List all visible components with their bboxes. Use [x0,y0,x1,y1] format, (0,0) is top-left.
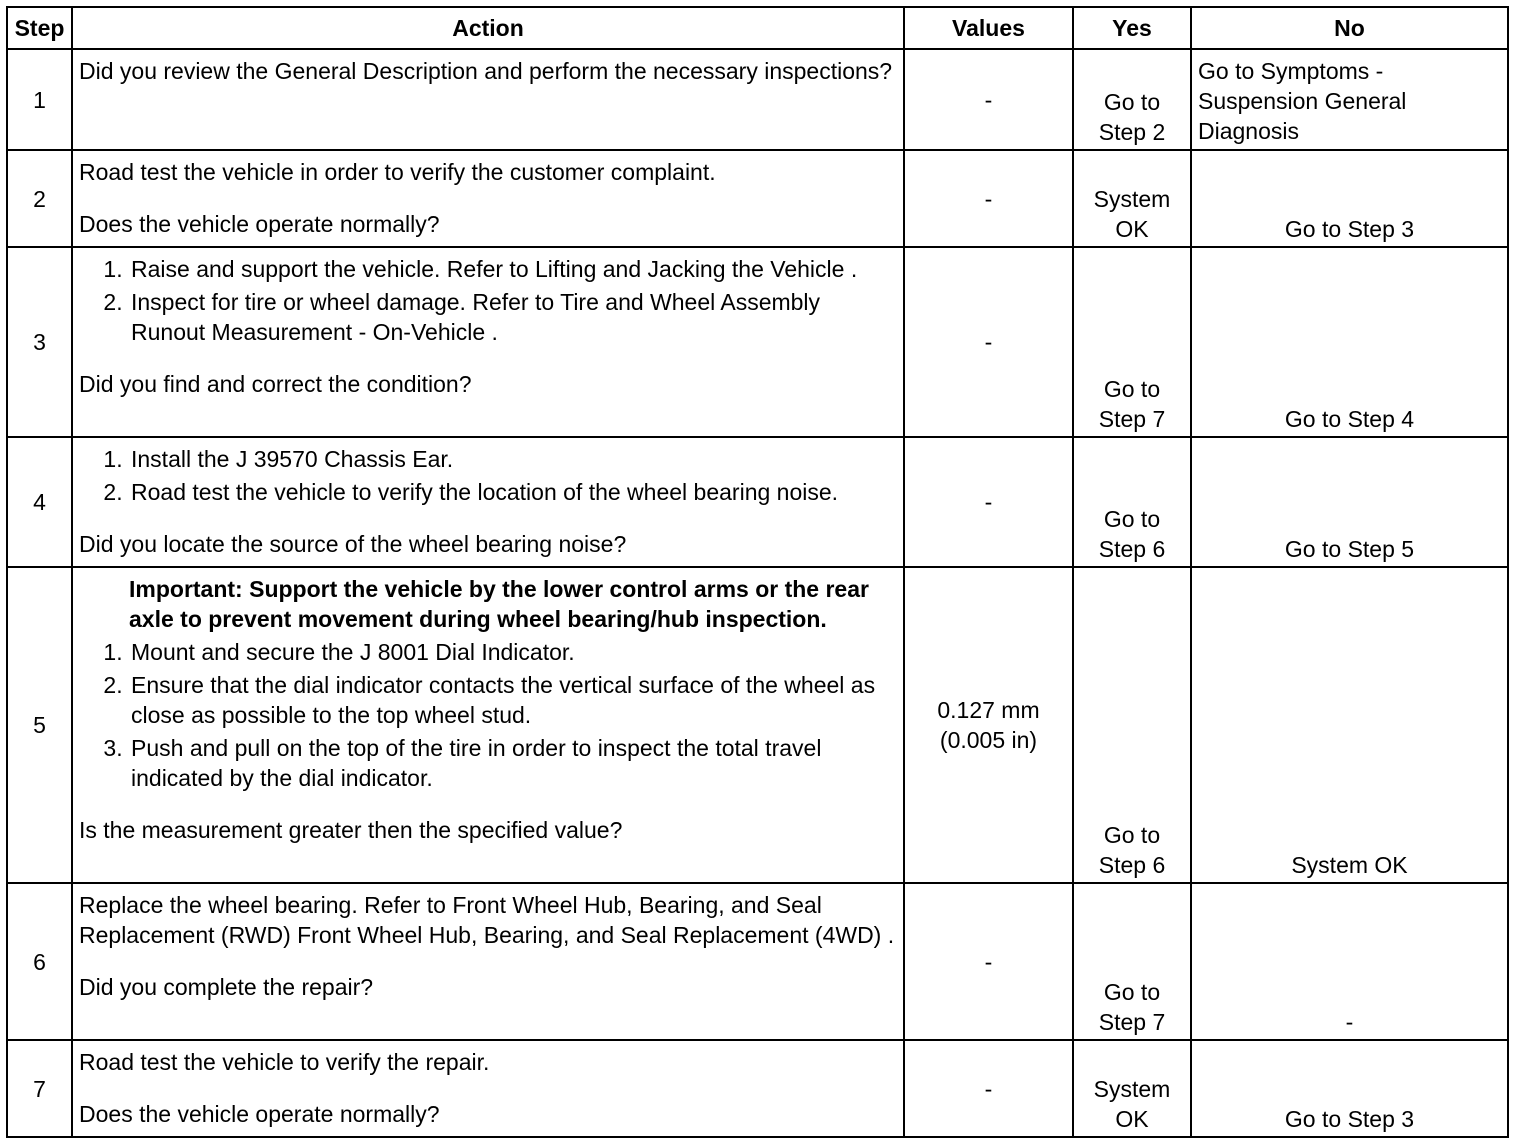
no-cell [1191,437,1508,567]
no-line: Go to Step 3 [1284,216,1415,242]
table-row [7,1040,1508,1137]
value-cell: - [904,437,1073,567]
action-text: Road test the vehicle to verify the repair. [79,1049,490,1075]
step-number: 6 [7,883,72,1040]
header-values: Values [904,7,1073,49]
important-note: Important: Support the vehicle by the lower control arms or the rear axle to prevent movement during wheel bearing/hub inspection. [129,576,869,632]
action-cell [72,437,904,567]
action-question: Did you complete the repair? [79,974,374,1000]
yes-cell [1073,883,1191,1040]
yes-line: Step 2 [1098,119,1166,145]
no-cell [1191,1040,1508,1137]
no-cell [1191,567,1508,883]
yes-cell [1073,247,1191,437]
step-number: 4 [7,437,72,567]
action-question: Did you locate the source of the wheel bearing noise? [79,531,627,557]
action-steps [79,254,897,347]
yes-cell [1073,49,1191,150]
action-step: 2. Road test the vehicle to verify the location of the wheel bearing noise. [129,477,897,507]
yes-cell [1073,1040,1191,1137]
action-cell [72,247,904,437]
action-step: 1. Raise and support the vehicle. Refer to Lifting and Jacking the Vehicle . [129,254,897,284]
yes-line: Step 6 [1098,852,1166,878]
yes-line: Step 6 [1098,536,1166,562]
value-cell [904,567,1073,883]
no-cell [1191,150,1508,247]
table-row [7,49,1508,150]
action-step: 2. Inspect for tire or wheel damage. Refer to Tire and Wheel Assembly Runout Measurement - On-Vehicle . [129,287,897,347]
action-step: 3. Push and pull on the top of the tire in order to inspect the total travel indicated by the dial indicator. [129,733,897,793]
action-question: Does the vehicle operate normally? [79,211,440,237]
value-cell: - [904,150,1073,247]
action-steps [79,444,897,507]
step-number: 3 [7,247,72,437]
action-question: Does the vehicle operate normally? [79,1101,440,1127]
table-row [7,247,1508,437]
header-no: No [1191,7,1508,49]
value-line: (0.005 in) [939,727,1038,753]
yes-line: System [1093,186,1171,212]
action-text: Did you review the General Description and perform the necessary inspections? [79,58,893,84]
action-question: Is the measurement greater then the specified value? [79,817,623,843]
yes-cell [1073,150,1191,247]
no-line: Diagnosis [1198,118,1299,144]
yes-line: Go to [1103,376,1161,402]
yes-cell [1073,567,1191,883]
step-number: 2 [7,150,72,247]
no-line: Go to Symptoms - [1198,58,1384,84]
yes-line: OK [1115,1106,1149,1132]
action-question: Did you find and correct the condition? [79,371,472,397]
action-steps [79,637,897,793]
no-cell [1191,883,1508,1040]
diagnostic-table [6,6,1509,1138]
no-line: Suspension General [1198,88,1407,114]
no-cell [1191,247,1508,437]
table-row [7,883,1508,1040]
value-cell: - [904,1040,1073,1137]
header-row [7,7,1508,49]
action-text: Replace the wheel bearing. Refer to Front Wheel Hub, Bearing, and Seal Replacement (RWD) Front Wheel Hub, Bearing, and Seal Replacement (4WD) . [79,892,895,948]
header-action: Action [72,7,904,49]
step-number: 5 [7,567,72,883]
yes-line: System [1093,1076,1171,1102]
value-cell: - [904,883,1073,1040]
no-line: Go to Step 3 [1284,1106,1415,1132]
no-line: - [1345,1009,1354,1035]
table-row [7,150,1508,247]
action-cell [72,567,904,883]
yes-line: Go to [1103,506,1161,532]
action-cell [72,150,904,247]
table-row [7,437,1508,567]
no-line: Go to Step 5 [1284,536,1415,562]
action-step: 1. Mount and secure the J 8001 Dial Indicator. [129,637,897,667]
value-cell: - [904,247,1073,437]
yes-line: OK [1115,216,1149,242]
yes-line: Step 7 [1098,406,1166,432]
header-yes: Yes [1073,7,1191,49]
no-line: Go to Step 4 [1284,406,1415,432]
yes-line: Go to [1103,822,1161,848]
action-step: 2. Ensure that the dial indicator contacts the vertical surface of the wheel as close as possible to the top wheel stud. [129,670,897,730]
yes-line: Go to [1103,979,1161,1005]
action-step: 1. Install the J 39570 Chassis Ear. [129,444,897,474]
yes-cell [1073,437,1191,567]
step-number: 7 [7,1040,72,1137]
action-text: Road test the vehicle in order to verify the customer complaint. [79,159,716,185]
action-cell [72,883,904,1040]
action-cell [72,49,904,150]
table-row [7,567,1508,883]
header-step: Step [7,7,72,49]
no-cell [1191,49,1508,150]
no-line: System OK [1291,852,1408,878]
yes-line: Go to [1103,89,1161,115]
yes-line: Step 7 [1098,1009,1166,1035]
value-cell: - [904,49,1073,150]
value-line: 0.127 mm [937,697,1040,723]
action-cell [72,1040,904,1137]
step-number: 1 [7,49,72,150]
